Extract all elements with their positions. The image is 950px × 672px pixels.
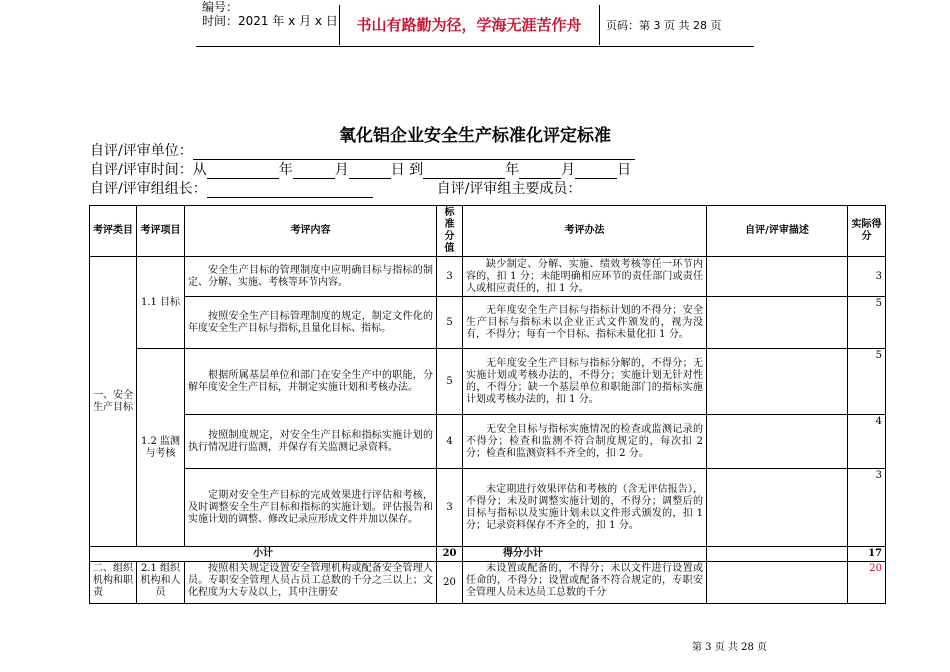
assessment-table: [89, 205, 886, 604]
to-label: 到: [409, 162, 424, 178]
blank: [423, 163, 505, 179]
content-cell: 根据所属基层单位和部门在安全生产中的职能，分解年度安全生产目标，并制定实施计划和考核办法。: [185, 349, 437, 415]
method-cell: 无年度安全生产目标与指标分解的，不得分；无实施计划或考核办法的，不得分；实施计划无针对性的，不得分；缺一个基层单位和职能部门的指标实施计划或考核办法的，扣 1 分。: [463, 349, 707, 415]
method-cell: 缺少制定、分解、实施、绩效考核等任一环节内容的，扣 1 分；未能明确相应环节的责任部门或责任人或相应责任的，扣 1 分。: [463, 257, 707, 297]
content-cell: 按照安全生产目标管理制度的规定，制定文件化的年度安全生产目标与指标,且量化目标、指标。: [185, 297, 437, 349]
table-row: [90, 257, 886, 297]
header-rule: [196, 46, 754, 47]
description-cell[interactable]: [707, 469, 848, 547]
subtotal-got-label: 得分小计: [463, 547, 707, 562]
content-cell: 按照相关规定设置安全管理机构或配备安全管理人员。专职安全管理人员占员工总数的千分之三以上；文化程度为大专及以上，其中注册安: [185, 562, 437, 604]
col-header: 考评类目: [90, 206, 137, 257]
score-cell: 20: [437, 562, 463, 604]
subtotal-label: 小计: [90, 547, 437, 562]
description-cell[interactable]: [707, 297, 848, 349]
leader-line: [90, 178, 581, 198]
col-header: 实际得分: [848, 206, 886, 257]
header-meta: [196, 0, 339, 46]
month-label: 月: [334, 162, 349, 178]
document-title: 氧化铝企业安全生产标准化评定标准: [339, 126, 611, 146]
time-label: 自评/评审时间：从: [90, 162, 207, 178]
category-cell: 一、安全生产目标: [90, 257, 137, 547]
method-cell: 未定期进行效果评估和考核的（含无评估报告），不得分；未及时调整实施计划的，不得分；调整后的目标与指标以及实施计划未以文件形式颁发的，扣 1 分；记录资料保存不齐全的，扣 1 分。: [463, 469, 707, 547]
description-cell[interactable]: [707, 257, 848, 297]
blank: [349, 163, 391, 179]
subtotal-actual: 17: [848, 547, 886, 562]
subtotal-description: [707, 547, 848, 562]
score-cell: 3: [437, 469, 463, 547]
table-row: [90, 469, 886, 547]
year-label: 年: [505, 162, 520, 178]
method-cell: 无安全目标与指标实施情况的检查或监测记录的不得分；检查和监测不符合制度规定的，每次扣 2 分；检查和监测资料不齐全的，扣 2 分。: [463, 415, 707, 469]
actual-score-cell: 5: [848, 297, 886, 349]
table-row: [90, 297, 886, 349]
unit-line: [90, 140, 635, 160]
header-motto: 书山有路勤为径，学海无涯苦作舟: [356, 16, 582, 34]
blank: [293, 163, 335, 179]
subtotal-score: 20: [437, 547, 463, 562]
col-header: 自评/评审描述: [707, 206, 848, 257]
content-cell: 定期对安全生产目标的完成效果进行评估和考核，及时调整安全生产目标和指标的实施计划。评估报告和实施计划的调整、修改记录应形成文件并加以保存。: [185, 469, 437, 547]
header-page: 页码：第 3 页 共 28 页: [606, 19, 722, 32]
description-cell[interactable]: [707, 349, 848, 415]
leader-label: 自评/评审组组长：: [90, 181, 207, 197]
description-cell[interactable]: [707, 562, 848, 604]
page-header: [196, 0, 754, 46]
score-cell: 5: [437, 297, 463, 349]
actual-score-cell: 5: [848, 349, 886, 415]
subtotal-row: [90, 547, 886, 562]
blank: [207, 163, 279, 179]
actual-score-cell: 3: [848, 469, 886, 547]
actual-score-cell: 20: [848, 562, 886, 604]
item-cell: 1.2 监测与考核: [137, 349, 185, 547]
score-cell: 3: [437, 257, 463, 297]
day-label: 日: [390, 162, 405, 178]
unit-label: 自评/评审单位：: [90, 143, 193, 159]
number-label: 编号：: [202, 0, 239, 14]
actual-score-cell: 3: [848, 257, 886, 297]
col-header: 标准分值: [437, 206, 463, 257]
leader-blank: [207, 182, 373, 198]
category-cell: 二、组织机构和职责: [90, 562, 137, 604]
members-label: 自评/评审组主要成员：: [436, 181, 582, 197]
table-row: [90, 562, 886, 604]
blank: [519, 163, 561, 179]
col-header: 考评内容: [185, 206, 437, 257]
time-line: [90, 159, 631, 179]
header-divider: [599, 5, 600, 45]
description-cell[interactable]: [707, 415, 848, 469]
unit-blank: [193, 144, 635, 160]
col-header: 考评项目: [137, 206, 185, 257]
actual-score-cell: 4: [848, 415, 886, 469]
table-header-row: [90, 206, 886, 257]
time-label: 时间：2021 年 x 月 x 日: [202, 14, 338, 28]
score-cell: 5: [437, 349, 463, 415]
blank: [575, 163, 617, 179]
content-cell: 按照制度规定，对安全生产目标和指标实施计划的执行情况进行监测，并保存有关监测记录资料。: [185, 415, 437, 469]
table-row: [90, 415, 886, 469]
month-label: 月: [561, 162, 576, 178]
method-cell: 无年度安全生产目标与指标计划的不得分；安全生产目标与指标未以企业正式文件颁发的，视为没有，不得分；每有一个目标、指标未量化扣 1 分。: [463, 297, 707, 349]
content-cell: 安全生产目标的管理制度中应明确目标与指标的制定、分解、实施、考核等环节内容。: [185, 257, 437, 297]
method-cell: 未设置或配备的，不得分；未以文件进行设置或任命的，不得分；设置或配备不符合规定的，专职安全管理人员未达员工总数的千分: [463, 562, 707, 604]
score-cell: 4: [437, 415, 463, 469]
item-cell: 2.1 组织机构和人员: [137, 562, 185, 604]
item-cell: 1.1 目标: [137, 257, 185, 349]
col-header: 考评办法: [463, 206, 707, 257]
year-label: 年: [278, 162, 293, 178]
day-label: 日: [617, 162, 632, 178]
table-row: [90, 349, 886, 415]
page-footer: 第 3 页 共 28 页: [692, 642, 767, 653]
